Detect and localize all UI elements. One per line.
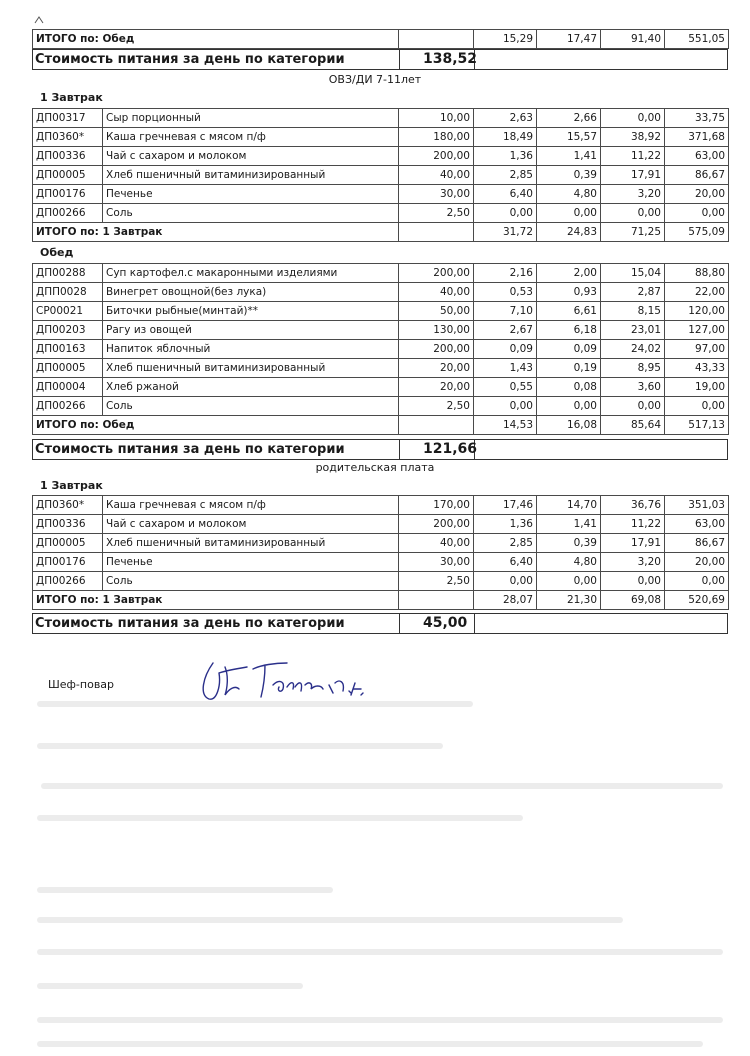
item-quantity: 40,00: [399, 166, 474, 185]
item-name: Печенье: [103, 185, 399, 204]
table-row: [33, 147, 729, 166]
table-row: [33, 302, 729, 321]
item-value: 1,36: [474, 515, 537, 534]
item-value: 351,03: [665, 496, 729, 515]
item-code: ДП0360*: [33, 128, 103, 147]
item-value: 88,80: [665, 264, 729, 283]
item-value: 371,68: [665, 128, 729, 147]
item-quantity: 2,50: [399, 204, 474, 223]
total-value: 551,05: [665, 30, 729, 49]
item-value: 0,00: [474, 572, 537, 591]
item-code: ДП00163: [33, 340, 103, 359]
item-value: 127,00: [665, 321, 729, 340]
item-value: 15,04: [601, 264, 665, 283]
item-name: Напиток яблочный: [103, 340, 399, 359]
item-quantity: 40,00: [399, 534, 474, 553]
item-value: 0,00: [665, 204, 729, 223]
item-name: Чай с сахаром и молоком: [103, 515, 399, 534]
item-code: ДП00317: [33, 109, 103, 128]
item-value: 8,15: [601, 302, 665, 321]
item-value: 43,33: [665, 359, 729, 378]
item-name: Печенье: [103, 553, 399, 572]
item-value: 0,55: [474, 378, 537, 397]
item-name: Соль: [103, 204, 399, 223]
item-value: 0,00: [537, 397, 601, 416]
total-value: 15,29: [474, 30, 537, 49]
item-value: 2,87: [601, 283, 665, 302]
total-value: 520,69: [665, 591, 729, 610]
item-name: Биточки рыбные(минтай)**: [103, 302, 399, 321]
item-code: ДП00005: [33, 359, 103, 378]
item-name: Каша гречневая с мясом п/ф: [103, 128, 399, 147]
item-quantity: 10,00: [399, 109, 474, 128]
total-row: [33, 223, 729, 242]
table-row: [33, 572, 729, 591]
table-row: [33, 128, 729, 147]
item-value: 6,61: [537, 302, 601, 321]
table-row: [33, 166, 729, 185]
total-value: 85,64: [601, 416, 665, 435]
item-code: СР00021: [33, 302, 103, 321]
item-code: ДП00176: [33, 553, 103, 572]
item-name: Чай с сахаром и молоком: [103, 147, 399, 166]
total-label: ИТОГО по: Обед: [33, 416, 399, 435]
item-value: 120,00: [665, 302, 729, 321]
item-value: 8,95: [601, 359, 665, 378]
item-value: 20,00: [665, 185, 729, 204]
table-row: [33, 109, 729, 128]
item-value: 0,08: [537, 378, 601, 397]
item-quantity: 180,00: [399, 128, 474, 147]
item-quantity: 30,00: [399, 553, 474, 572]
total-row-top: [33, 30, 729, 49]
item-name: Соль: [103, 572, 399, 591]
item-value: 14,70: [537, 496, 601, 515]
item-value: 0,39: [537, 534, 601, 553]
item-name: Суп картофел.с макаронными изделиями: [103, 264, 399, 283]
item-name: Хлеб ржаной: [103, 378, 399, 397]
table-row: [33, 553, 729, 572]
item-code: ДП00005: [33, 166, 103, 185]
item-quantity: 170,00: [399, 496, 474, 515]
item-value: 18,49: [474, 128, 537, 147]
item-value: 2,16: [474, 264, 537, 283]
item-value: 0,00: [601, 109, 665, 128]
total-value: 24,83: [537, 223, 601, 242]
total-row: [33, 591, 729, 610]
daily-cost-value: 45,00: [423, 615, 468, 631]
item-code: ДП00266: [33, 204, 103, 223]
chef-label: Шеф-повар: [48, 678, 115, 691]
total-value: 31,72: [474, 223, 537, 242]
item-value: 0,00: [665, 397, 729, 416]
item-value: 86,67: [665, 166, 729, 185]
item-value: 2,67: [474, 321, 537, 340]
item-value: 0,00: [601, 572, 665, 591]
item-value: 97,00: [665, 340, 729, 359]
table-row: [33, 185, 729, 204]
table-row: [33, 378, 729, 397]
breakfast-table: [32, 108, 729, 242]
meal-heading: 1 Завтрак: [40, 479, 103, 492]
item-code: ДП00004: [33, 378, 103, 397]
item-value: 3,20: [601, 185, 665, 204]
item-quantity: 2,50: [399, 572, 474, 591]
item-name: Рагу из овощей: [103, 321, 399, 340]
item-value: 0,93: [537, 283, 601, 302]
item-value: 0,00: [665, 572, 729, 591]
daily-cost-value: 121,66: [423, 441, 478, 457]
item-value: 2,66: [537, 109, 601, 128]
item-value: 0,00: [474, 204, 537, 223]
item-value: 63,00: [665, 515, 729, 534]
item-value: 2,85: [474, 534, 537, 553]
item-name: Хлеб пшеничный витаминизированный: [103, 166, 399, 185]
category-title: ОВЗ/ДИ 7-11лет: [328, 73, 422, 86]
item-value: 24,02: [601, 340, 665, 359]
total-value: 16,08: [537, 416, 601, 435]
item-value: 6,18: [537, 321, 601, 340]
item-quantity: 20,00: [399, 378, 474, 397]
item-value: 2,85: [474, 166, 537, 185]
item-value: 4,80: [537, 553, 601, 572]
item-value: 36,76: [601, 496, 665, 515]
table-row: [33, 283, 729, 302]
item-value: 0,19: [537, 359, 601, 378]
item-value: 19,00: [665, 378, 729, 397]
total-label: ИТОГО по: 1 Завтрак: [33, 223, 399, 242]
item-value: 22,00: [665, 283, 729, 302]
item-value: 6,40: [474, 553, 537, 572]
category-title: родительская плата: [315, 461, 435, 474]
item-quantity: 2,50: [399, 397, 474, 416]
meal-heading: 1 Завтрак: [40, 91, 103, 104]
table-row: [33, 397, 729, 416]
item-code: ДП00336: [33, 515, 103, 534]
item-value: 0,00: [474, 397, 537, 416]
item-code: ДП00288: [33, 264, 103, 283]
total-value: 21,30: [537, 591, 601, 610]
item-quantity: 30,00: [399, 185, 474, 204]
item-value: 33,75: [665, 109, 729, 128]
item-value: 0,00: [537, 204, 601, 223]
lunch-table: [32, 263, 729, 435]
top-total-table: [32, 29, 729, 49]
item-value: 17,91: [601, 166, 665, 185]
item-value: 0,39: [537, 166, 601, 185]
item-value: 86,67: [665, 534, 729, 553]
total-value: 71,25: [601, 223, 665, 242]
item-code: ДП00176: [33, 185, 103, 204]
item-value: 3,60: [601, 378, 665, 397]
item-name: Каша гречневая с мясом п/ф: [103, 496, 399, 515]
item-value: 17,91: [601, 534, 665, 553]
total-row: [33, 416, 729, 435]
table-row: [33, 534, 729, 553]
item-value: 3,20: [601, 553, 665, 572]
item-value: 1,41: [537, 515, 601, 534]
meal-heading: Обед: [40, 246, 74, 259]
table-row: [33, 264, 729, 283]
item-quantity: 20,00: [399, 359, 474, 378]
item-value: 63,00: [665, 147, 729, 166]
item-value: 1,43: [474, 359, 537, 378]
item-value: 38,92: [601, 128, 665, 147]
total-value: 14,53: [474, 416, 537, 435]
item-value: 7,10: [474, 302, 537, 321]
item-name: Соль: [103, 397, 399, 416]
item-value: 17,46: [474, 496, 537, 515]
item-name: Сыр порционный: [103, 109, 399, 128]
item-value: 0,09: [537, 340, 601, 359]
item-quantity: 200,00: [399, 147, 474, 166]
item-value: 6,40: [474, 185, 537, 204]
item-code: ДП00336: [33, 147, 103, 166]
total-value: 17,47: [537, 30, 601, 49]
item-code: ДП00203: [33, 321, 103, 340]
item-value: 4,80: [537, 185, 601, 204]
item-value: 0,09: [474, 340, 537, 359]
daily-cost-label: Стоимость питания за день по категории: [35, 52, 345, 67]
daily-cost-row: [32, 613, 728, 634]
item-code: ДП0360*: [33, 496, 103, 515]
total-value: 69,08: [601, 591, 665, 610]
total-value: 517,13: [665, 416, 729, 435]
item-value: 0,00: [537, 572, 601, 591]
item-value: 0,00: [601, 397, 665, 416]
item-name: Хлеб пшеничный витаминизированный: [103, 534, 399, 553]
total-value: 575,09: [665, 223, 729, 242]
item-quantity: 130,00: [399, 321, 474, 340]
item-code: ДП00005: [33, 534, 103, 553]
item-name: Винегрет овощной(без лука): [103, 283, 399, 302]
item-quantity: 40,00: [399, 283, 474, 302]
item-value: 2,63: [474, 109, 537, 128]
daily-cost-label: Стоимость питания за день по категории: [35, 616, 345, 631]
daily-cost-row: [32, 49, 728, 70]
item-quantity: 200,00: [399, 340, 474, 359]
daily-cost-label: Стоимость питания за день по категории: [35, 442, 345, 457]
item-value: 0,53: [474, 283, 537, 302]
item-value: 11,22: [601, 147, 665, 166]
total-label: ИТОГО по: 1 Завтрак: [33, 591, 399, 610]
table-row: [33, 204, 729, 223]
breakfast-table: [32, 495, 729, 610]
item-code: ДП00266: [33, 397, 103, 416]
item-value: 23,01: [601, 321, 665, 340]
item-value: 15,57: [537, 128, 601, 147]
item-value: 2,00: [537, 264, 601, 283]
item-quantity: 50,00: [399, 302, 474, 321]
table-row: [33, 359, 729, 378]
table-row: [33, 496, 729, 515]
item-quantity: 200,00: [399, 515, 474, 534]
item-code: ДПП0028: [33, 283, 103, 302]
item-value: 11,22: [601, 515, 665, 534]
corner-mark-icon: [34, 16, 44, 24]
table-row: [33, 321, 729, 340]
total-label: ИТОГО по: Обед: [33, 30, 399, 49]
item-name: Хлеб пшеничный витаминизированный: [103, 359, 399, 378]
daily-cost-value: 138,52: [423, 51, 478, 67]
item-value: 0,00: [601, 204, 665, 223]
item-value: 20,00: [665, 553, 729, 572]
item-value: 1,41: [537, 147, 601, 166]
item-code: ДП00266: [33, 572, 103, 591]
total-value: 28,07: [474, 591, 537, 610]
item-value: 1,36: [474, 147, 537, 166]
item-quantity: 200,00: [399, 264, 474, 283]
table-row: [33, 515, 729, 534]
table-row: [33, 340, 729, 359]
total-value: 91,40: [601, 30, 665, 49]
daily-cost-row: [32, 439, 728, 460]
reverse-side-bleed: [0, 690, 750, 1056]
